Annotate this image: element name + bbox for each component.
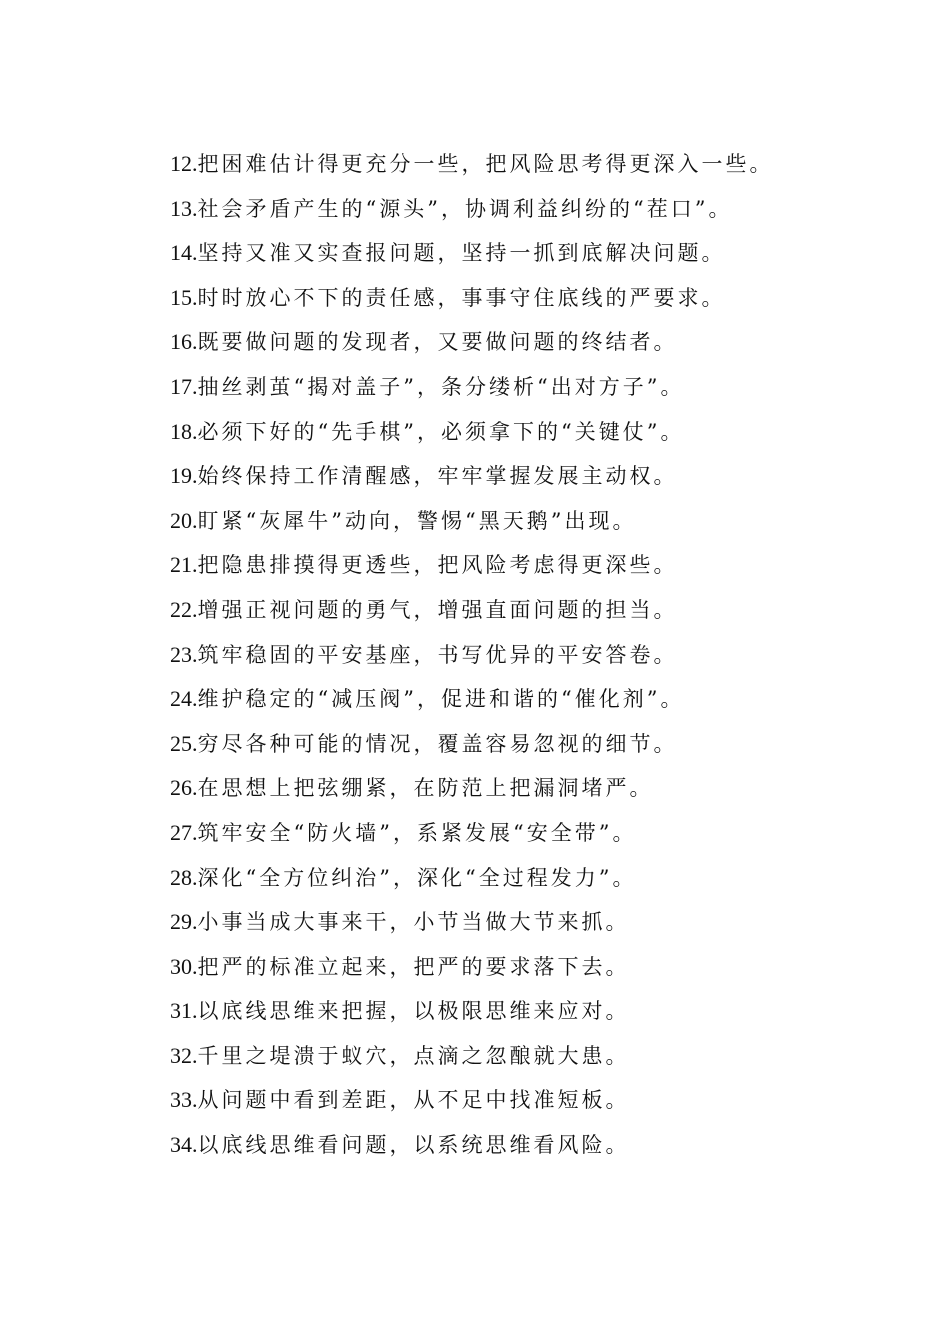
- list-item: [170, 454, 930, 499]
- item-number: 16.: [170, 329, 198, 355]
- item-number: 23.: [170, 641, 198, 667]
- item-number: 28.: [170, 864, 198, 890]
- item-number: 14.: [170, 240, 198, 266]
- item-text: 深化“全方位纠治”，深化“全过程发力”。: [197, 865, 637, 890]
- item-number: 34.: [170, 1132, 198, 1158]
- list-item: [170, 276, 930, 321]
- item-text: 千里之堤溃于蚁穴，点滴之忽酿就大患。: [197, 1043, 630, 1068]
- item-number: 32.: [170, 1042, 198, 1068]
- item-text: 始终保持工作清醒感，牢牢掌握发展主动权。: [197, 464, 678, 489]
- item-text: 在思想上把弦绷紧，在防范上把漏洞堵严。: [197, 776, 654, 801]
- item-text: 盯紧“灰犀牛”动向，警惕“黑天鹅”出现。: [197, 508, 637, 533]
- item-number: 33.: [170, 1087, 198, 1113]
- item-text: 维护稳定的“减压阀”，促进和谐的“催化剂”。: [197, 687, 685, 712]
- item-text: 以底线思维看问题，以系统思维看风险。: [197, 1133, 630, 1158]
- item-text: 时时放心不下的责任感，事事守住底线的严要求。: [197, 285, 726, 310]
- item-number: 30.: [170, 953, 198, 979]
- item-number: 21.: [170, 552, 198, 578]
- item-text: 社会矛盾产生的“源头”，协调利益纠纷的“茬口”。: [197, 196, 733, 221]
- list-item: [170, 856, 930, 901]
- item-text: 从问题中看到差距，从不足中找准短板。: [197, 1088, 630, 1113]
- item-text: 增强正视问题的勇气，增强直面问题的担当。: [197, 597, 678, 622]
- item-text: 穷尽各种可能的情况，覆盖容易忽视的细节。: [197, 731, 678, 756]
- item-text: 筑牢安全“防火墙”，系紧发展“安全带”。: [197, 820, 637, 845]
- list-item: [170, 989, 930, 1034]
- item-number: 25.: [170, 730, 198, 756]
- item-number: 12.: [170, 151, 198, 176]
- item-text: 必须下好的“先手棋”，必须拿下的“关键仗”。: [197, 419, 685, 444]
- item-number: 29.: [170, 909, 198, 935]
- item-number: 19.: [170, 463, 198, 489]
- item-number: 20.: [170, 507, 198, 533]
- item-number: 15.: [170, 284, 198, 310]
- item-text: 把隐患排摸得更透些，把风险考虑得更深些。: [197, 553, 678, 578]
- item-number: 26.: [170, 775, 198, 801]
- item-text: 把困难估计得更充分一些，把风险思考得更深入一些。: [197, 152, 774, 176]
- list-item: [170, 945, 930, 990]
- item-text: 筑牢稳固的平安基座，书写优异的平安答卷。: [197, 642, 678, 667]
- list-item: [170, 1034, 930, 1079]
- list-item: [170, 142, 930, 187]
- item-number: 22.: [170, 596, 198, 622]
- list-item: [170, 320, 930, 365]
- numbered-list: [170, 142, 930, 1168]
- item-number: 24.: [170, 686, 198, 712]
- list-item: [170, 365, 930, 410]
- list-item: [170, 231, 930, 276]
- item-text: 抽丝剥茧“揭对盖子”，条分缕析“出对方子”。: [197, 374, 685, 399]
- item-number: 18.: [170, 418, 198, 444]
- list-item: [170, 499, 930, 544]
- list-item: [170, 811, 930, 856]
- list-item: [170, 722, 930, 767]
- item-text: 把严的标准立起来，把严的要求落下去。: [197, 954, 630, 979]
- item-number: 27.: [170, 819, 198, 845]
- list-item: [170, 633, 930, 678]
- item-text: 坚持又准又实查报问题，坚持一抓到底解决问题。: [197, 241, 726, 266]
- item-text: 既要做问题的发现者，又要做问题的终结者。: [197, 330, 678, 355]
- list-item: [170, 1078, 930, 1123]
- item-text: 小事当成大事来干，小节当做大节来抓。: [197, 910, 630, 935]
- list-item: [170, 677, 930, 722]
- list-item: [170, 187, 930, 232]
- list-item: [170, 1123, 930, 1168]
- item-number: 17.: [170, 373, 198, 399]
- item-text: 以底线思维来把握，以极限思维来应对。: [197, 999, 630, 1024]
- item-number: 13.: [170, 195, 198, 221]
- item-number: 31.: [170, 998, 198, 1024]
- list-item: [170, 543, 930, 588]
- list-item: [170, 588, 930, 633]
- list-item: [170, 900, 930, 945]
- list-item: [170, 410, 930, 455]
- list-item: [170, 766, 930, 811]
